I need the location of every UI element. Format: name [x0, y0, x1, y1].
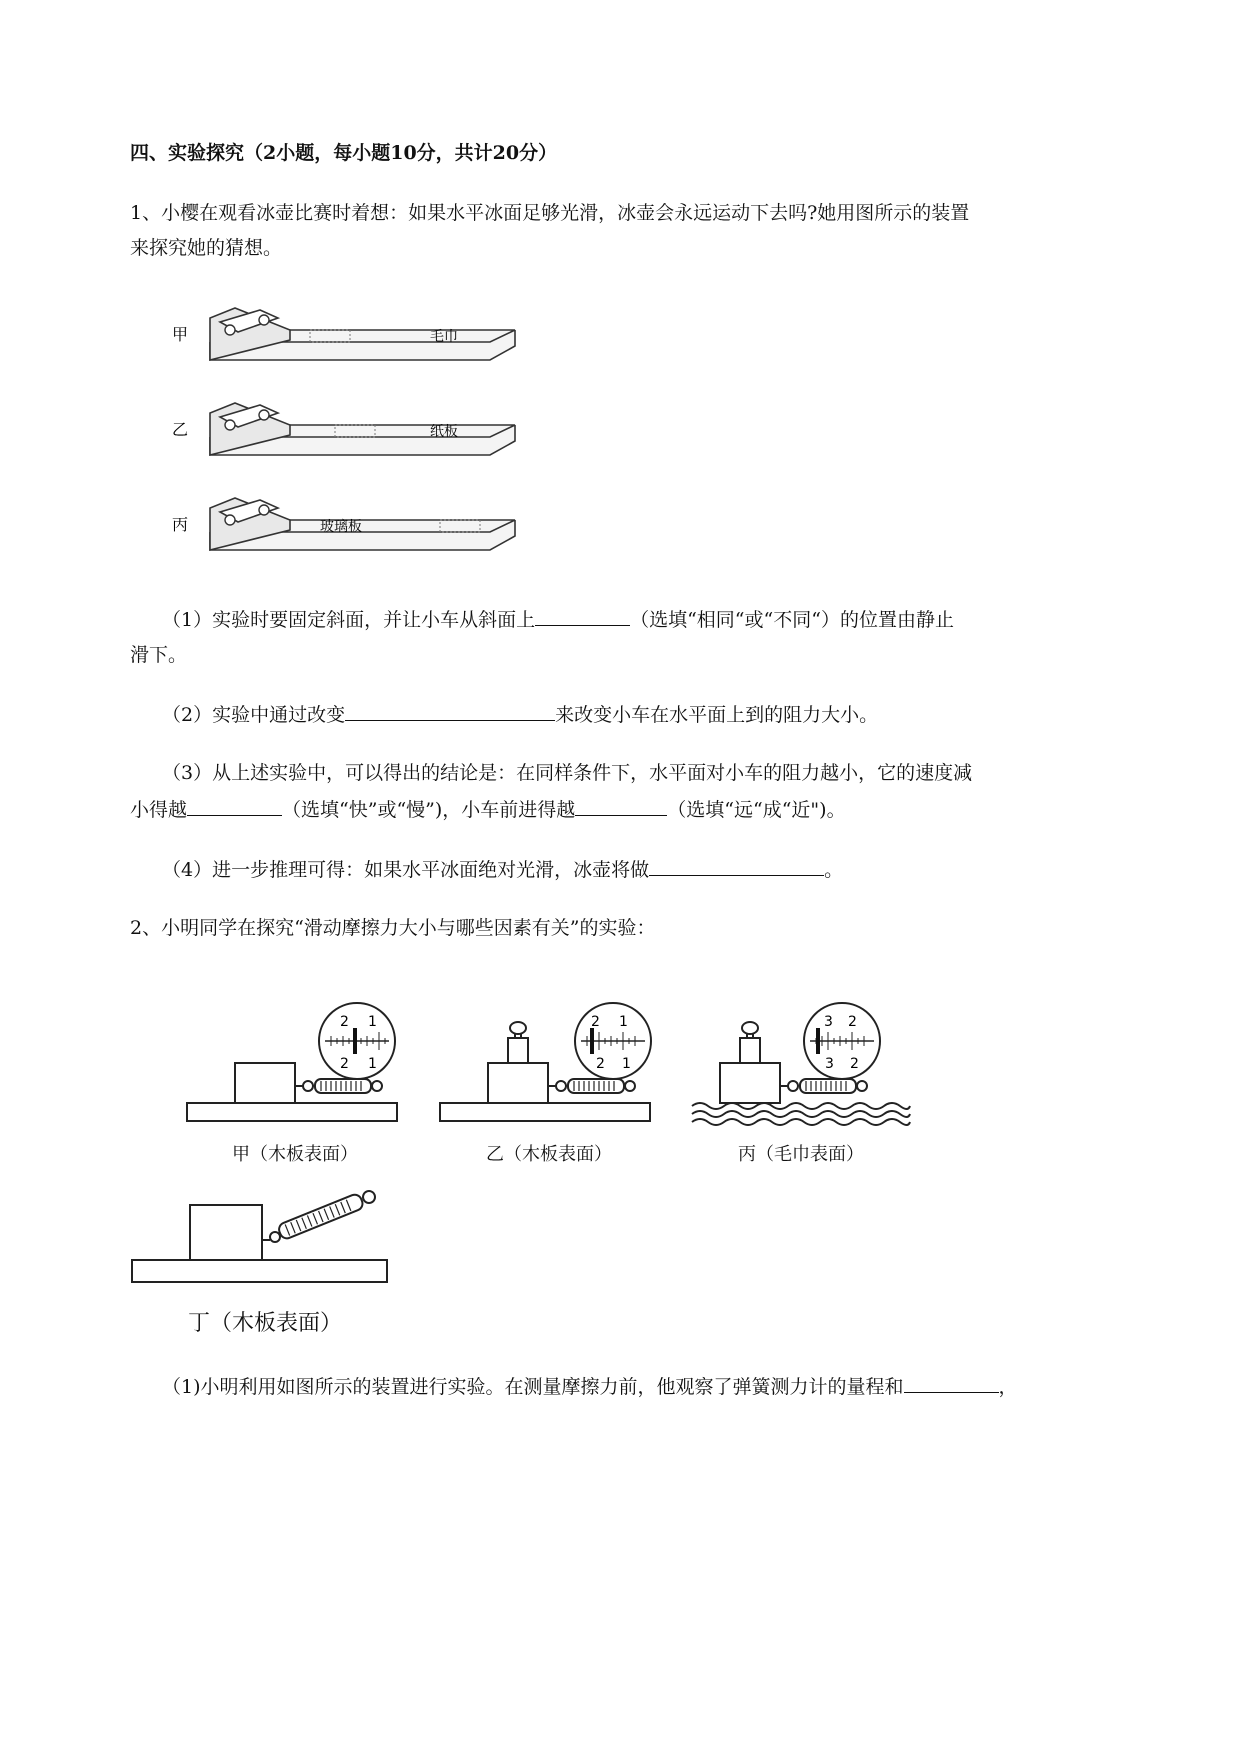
q1-sub2-blank[interactable] [345, 700, 555, 721]
q1-sub4-blank[interactable] [649, 855, 824, 876]
ramp-row-label: 甲 [172, 325, 189, 344]
q1-sub4 [162, 855, 843, 885]
q1-sub4-text-b: 。 [824, 859, 844, 881]
q2-sub1-text-b: ， [998, 1376, 1018, 1398]
q1-sub3-line1: （3）从上述实验中，可以得出的结论是：在同样条件下，水平面对小车的阻力越小，它的速度减 [162, 762, 973, 784]
q1-sub1-text-a: （1）实验时要固定斜面，并让小车从斜面上 [162, 609, 536, 631]
q1-sub1-line1 [162, 605, 954, 635]
q1-sub2-text-a: （2）实验中通过改变 [162, 704, 346, 726]
q1-sub3-text-d: （选填“远“成“近")。 [667, 799, 846, 821]
q1-stem-line2: 来探究她的猜想。 [130, 237, 283, 259]
q1-sub1-line2: 滑下。 [130, 644, 188, 666]
q1-sub3-blank-2[interactable] [575, 795, 667, 816]
surface-label: 玻璃板 [320, 519, 362, 535]
bing-scale-right: 2 [848, 1014, 857, 1030]
cart-wheel [225, 325, 235, 335]
yi-scale-left-2: 2 [596, 1056, 605, 1072]
q2-caption-yi: 乙（木板表面） [486, 1144, 612, 1165]
bing-scale-left: 3 [824, 1014, 833, 1030]
q2-figure-bing [690, 1008, 910, 1133]
q1-sub2-text-b: 来改变小车在水平面上到的阻力大小。 [555, 704, 879, 726]
yi-scale-left: 2 [591, 1014, 600, 1030]
q2-caption-bing: 丙（毛巾表面） [738, 1144, 864, 1165]
yi-scale-right-2: 1 [622, 1056, 631, 1072]
q1-sub1-blank[interactable] [535, 605, 630, 626]
cart-wheel [259, 315, 269, 325]
q1-ramp-figure [160, 300, 560, 580]
q1-sub3-text-c: （选填“快”或“慢”)，小车前进得越 [282, 799, 576, 821]
bing-scale-right-2: 2 [850, 1056, 859, 1072]
cart-wheel [259, 410, 269, 420]
ramp-row [172, 403, 515, 455]
surface-label: 毛巾 [430, 329, 458, 345]
ramp-row [172, 308, 515, 360]
q1-stem-line1: 1、小樱在观看冰壶比赛时着想：如果水平冰面足够光滑，冰壶会永远运动下去吗?她用图所示的装置 [130, 202, 970, 224]
ramp-row [172, 498, 515, 550]
surface-label: 纸板 [430, 424, 458, 440]
q1-sub4-text-a: （4）进一步推理可得：如果水平冰面绝对光滑，冰壶将做 [162, 859, 650, 881]
jia-scale-left: 2 [340, 1014, 349, 1030]
jia-scale-right: 1 [368, 1014, 377, 1030]
q1-sub3-blank-1[interactable] [187, 795, 282, 816]
q2-figure-jia [185, 1008, 405, 1133]
q1-sub3-line2 [130, 795, 846, 825]
cart-wheel [259, 505, 269, 515]
q2-sub1 [162, 1372, 1018, 1402]
ramp-row-label: 丙 [172, 515, 189, 534]
q2-stem: 2、小明同学在探究“滑动摩擦力大小与哪些因素有关”的实验： [130, 917, 656, 939]
q2-sub1-text-a: （1)小明利用如图所示的装置进行实验。在测量摩擦力前，他观察了弹簧测力计的量程和 [162, 1376, 904, 1398]
q2-caption-ding: 丁（木板表面） [188, 1311, 343, 1336]
q2-caption-jia: 甲（木板表面） [232, 1144, 358, 1165]
q1-sub3-text-b: 小得越 [130, 799, 188, 821]
bing-scale-left-2: 3 [825, 1056, 834, 1072]
cart-wheel [225, 420, 235, 430]
section-title: 四、实验探究（2小题，每小题10分，共计20分） [130, 142, 558, 164]
q2-sub1-blank[interactable] [904, 1372, 999, 1393]
q2-figure-yi [438, 1008, 658, 1133]
q1-sub2 [162, 700, 878, 730]
yi-scale-right: 1 [619, 1014, 628, 1030]
jia-scale-right-2: 1 [368, 1056, 377, 1072]
jia-scale-left-2: 2 [340, 1056, 349, 1072]
q2-figure-ding [130, 1195, 400, 1295]
q1-sub1-text-b: （选填“相同“或“不同“）的位置由静止 [630, 609, 954, 631]
cart-wheel [225, 515, 235, 525]
ramp-row-label: 乙 [172, 420, 189, 439]
